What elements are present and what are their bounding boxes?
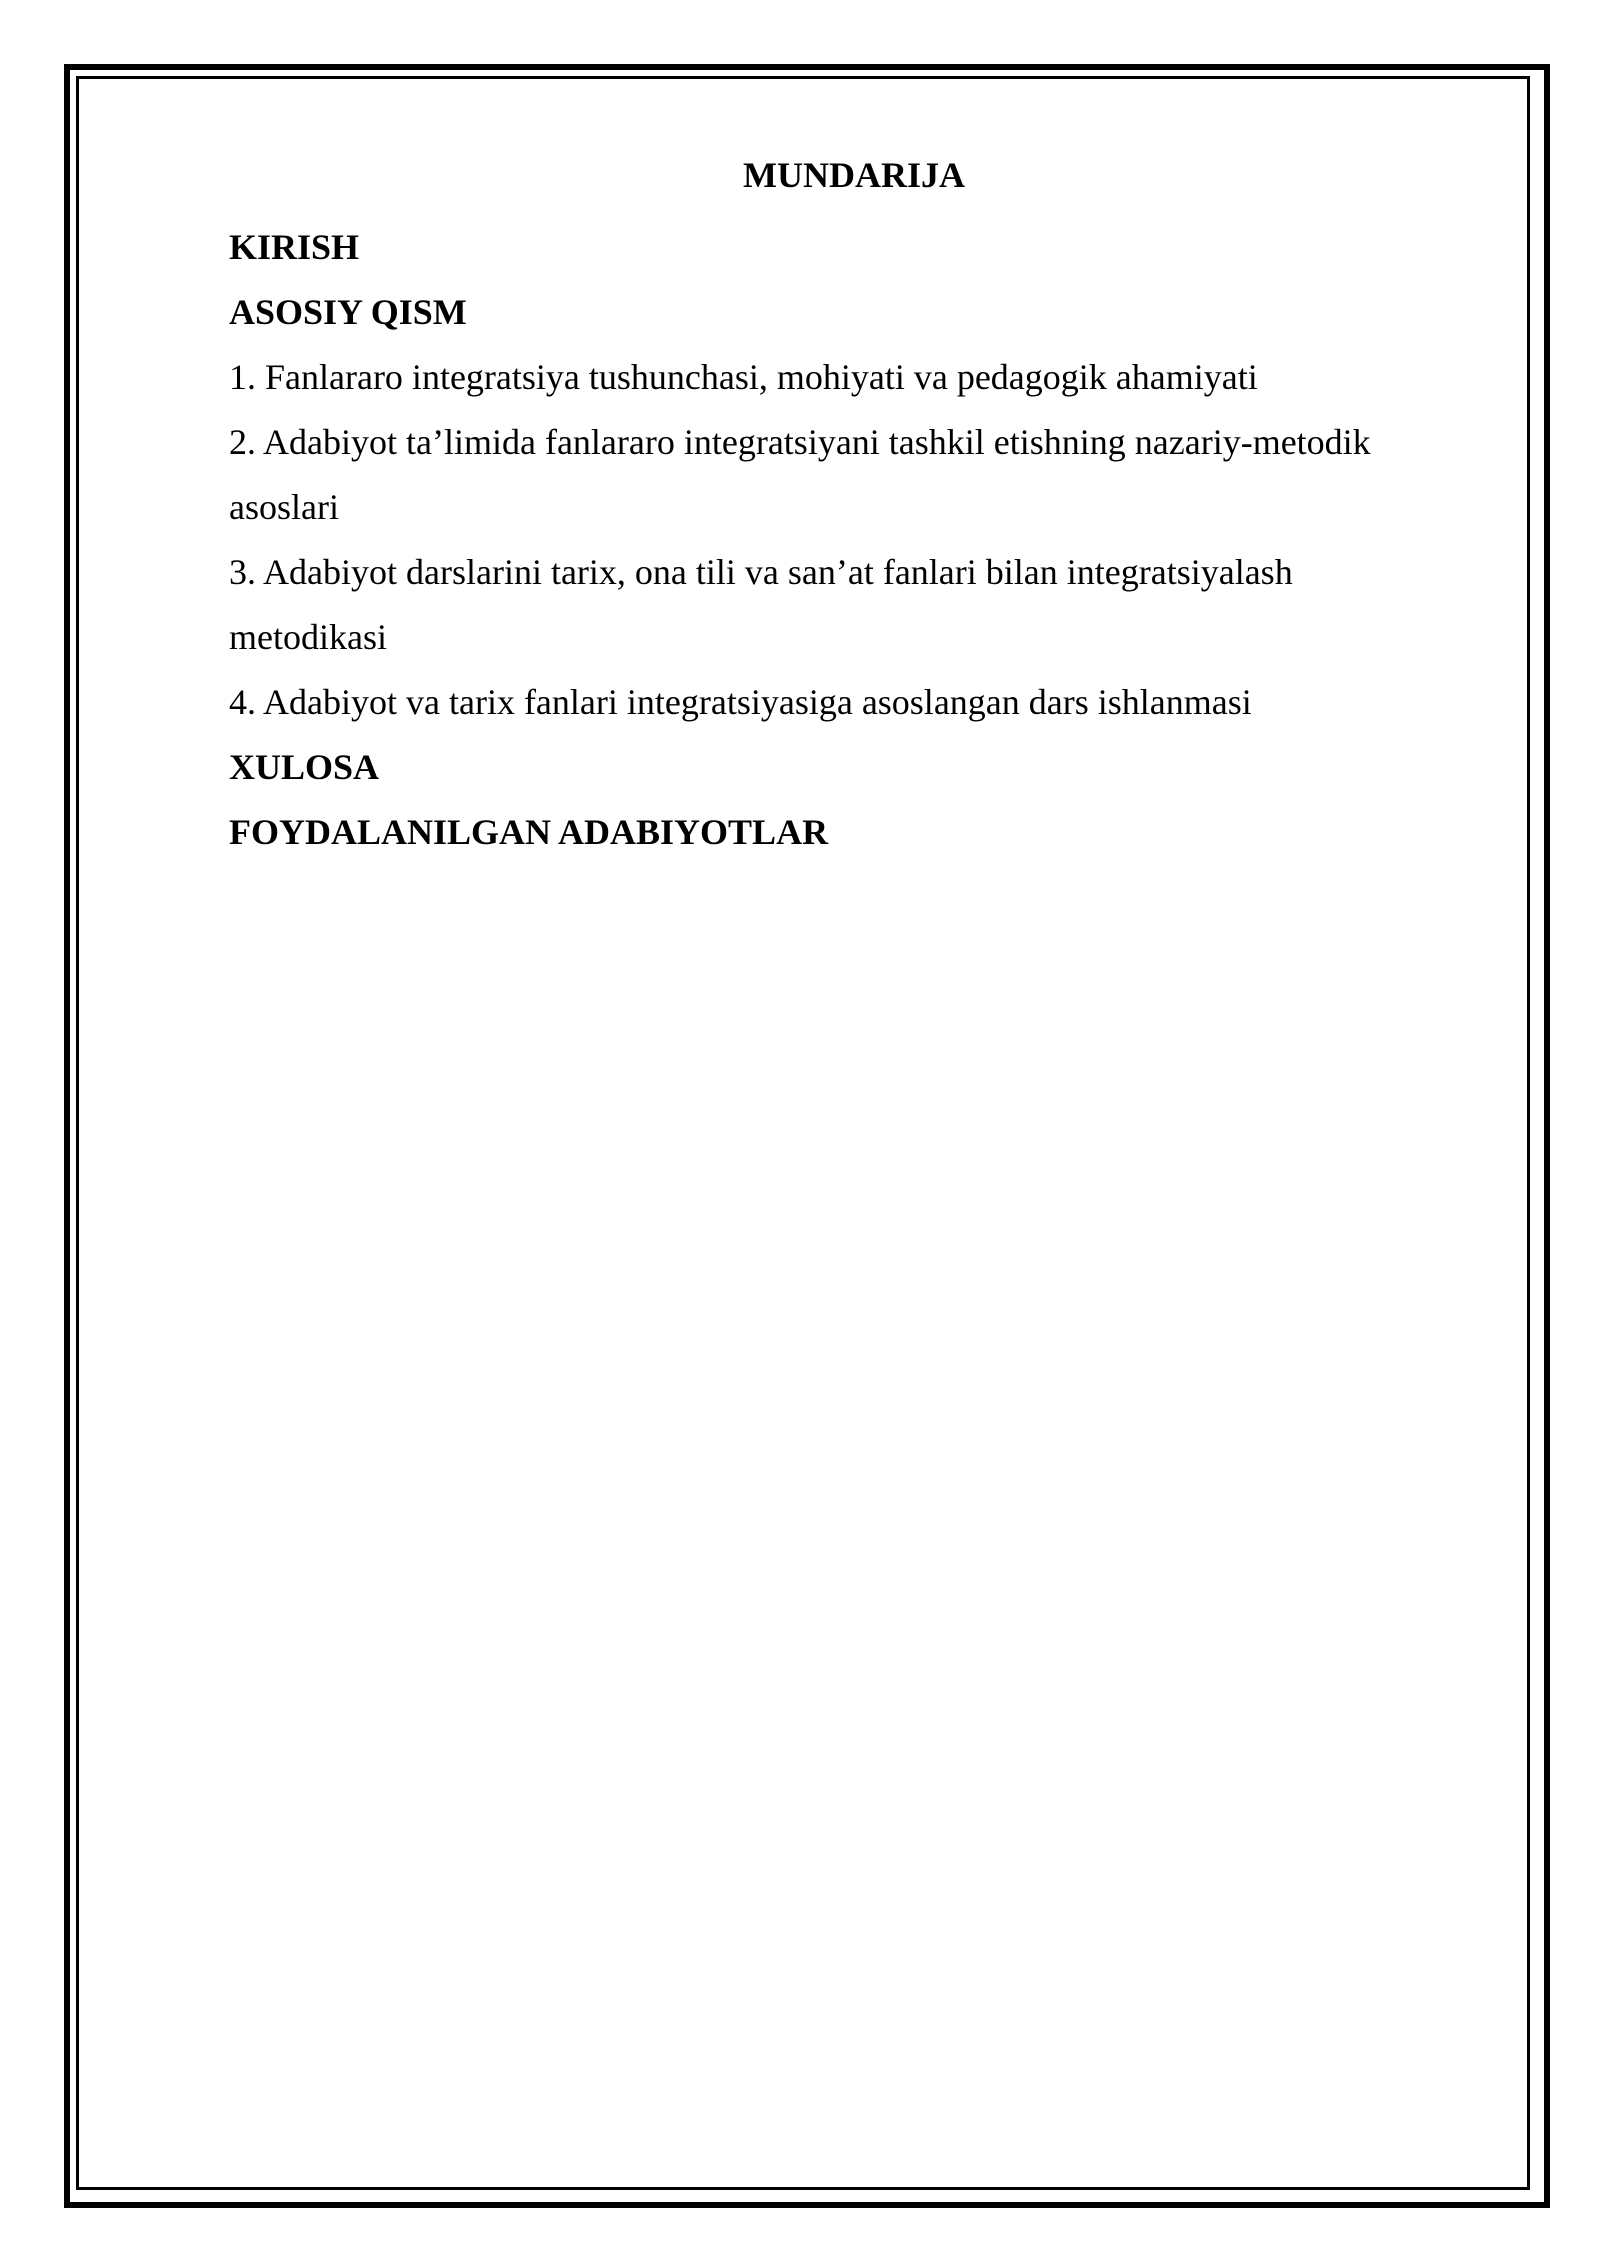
toc-entry-xulosa: XULOSA [229, 747, 380, 787]
toc-entry-2: 2. Adabiyot ta’limida fanlararo integratsiyani tashkil etishning nazariy-metodik [229, 422, 1371, 462]
toc-entry-foydalanilgan-adabiyotlar: FOYDALANILGAN ADABIYOTLAR [229, 812, 829, 852]
toc-entry-3-continued: metodikasi [229, 617, 387, 657]
toc-entry-2-continued: asoslari [229, 487, 339, 527]
toc-entry-kirish: KIRISH [229, 227, 360, 267]
toc-entry-4: 4. Adabiyot va tarix fanlari integratsiyasiga asoslangan dars ishlanmasi [229, 682, 1252, 722]
toc-title: MUNDARIJA [743, 155, 965, 195]
toc-entry-asosiy-qism: ASOSIY QISM [229, 292, 467, 332]
toc-entry-1: 1. Fanlararo integratsiya tushunchasi, mohiyati va pedagogik ahamiyati [229, 357, 1258, 397]
table-of-contents [229, 150, 1439, 865]
toc-entry-3: 3. Adabiyot darslarini tarix, ona tili va san’at fanlari bilan integratsiyalash [229, 552, 1293, 592]
